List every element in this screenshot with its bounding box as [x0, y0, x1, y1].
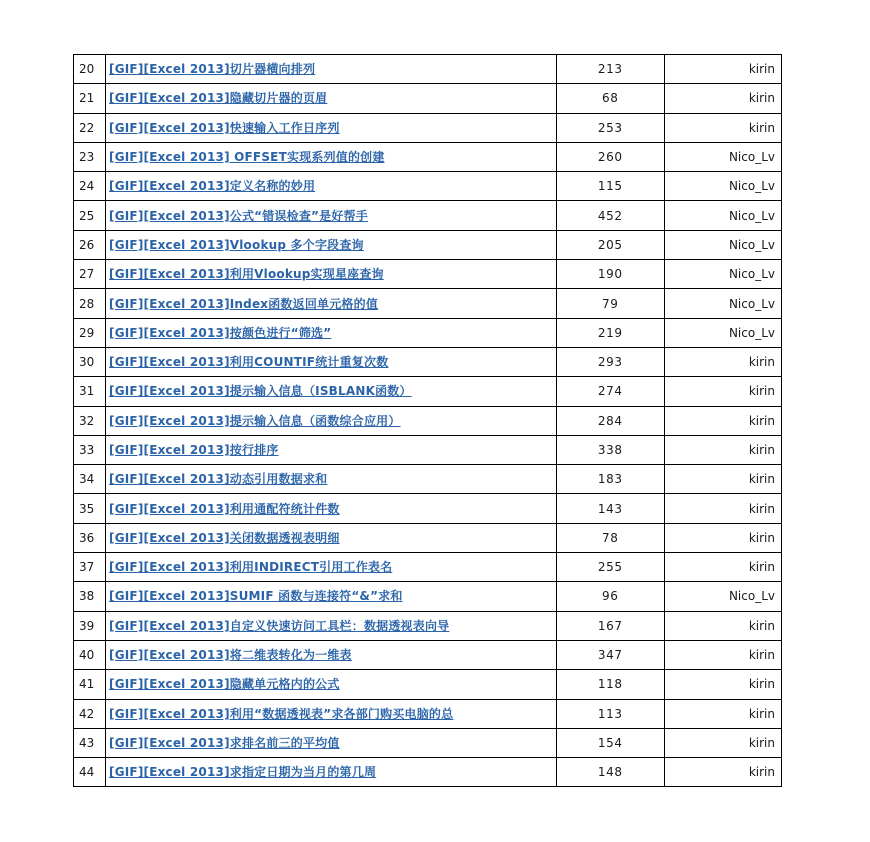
title-cell	[106, 582, 557, 611]
table-row	[74, 553, 782, 582]
view-count: 213	[556, 55, 664, 84]
row-number: 22	[74, 113, 106, 142]
title-cell	[106, 465, 557, 494]
author-name: kirin	[664, 435, 781, 464]
row-number: 23	[74, 142, 106, 171]
row-number: 42	[74, 699, 106, 728]
author-name: kirin	[664, 55, 781, 84]
author-name: kirin	[664, 523, 781, 552]
view-count: 219	[556, 318, 664, 347]
row-number: 34	[74, 465, 106, 494]
row-number: 38	[74, 582, 106, 611]
row-number: 32	[74, 406, 106, 435]
author-name: kirin	[664, 84, 781, 113]
author-name: Nico_Lv	[664, 172, 781, 201]
title-cell	[106, 699, 557, 728]
table-row	[74, 289, 782, 318]
article-title-link[interactable]: [GIF][Excel 2013]利用COUNTIF统计重复次数	[109, 355, 389, 370]
row-number: 40	[74, 640, 106, 669]
view-count: 167	[556, 611, 664, 640]
view-count: 154	[556, 728, 664, 757]
view-count: 205	[556, 230, 664, 259]
title-cell	[106, 318, 557, 347]
article-title-link[interactable]: [GIF][Excel 2013]求排名前三的平均值	[109, 735, 340, 750]
title-cell	[106, 377, 557, 406]
view-count: 338	[556, 435, 664, 464]
article-title-link[interactable]: [GIF][Excel 2013]动态引用数据求和	[109, 472, 328, 487]
title-cell	[106, 640, 557, 669]
row-number: 26	[74, 230, 106, 259]
table-row	[74, 260, 782, 289]
row-number: 31	[74, 377, 106, 406]
table-row	[74, 640, 782, 669]
row-number: 44	[74, 758, 106, 787]
author-name: kirin	[664, 347, 781, 376]
article-title-link[interactable]: [GIF][Excel 2013]提示输入信息（ISBLANK函数）	[109, 384, 412, 399]
table-row	[74, 435, 782, 464]
row-number: 43	[74, 728, 106, 757]
table-row	[74, 611, 782, 640]
article-title-link[interactable]: [GIF][Excel 2013]求指定日期为当月的第几周	[109, 765, 377, 780]
author-name: Nico_Lv	[664, 230, 781, 259]
table-row	[74, 201, 782, 230]
row-number: 25	[74, 201, 106, 230]
table-row	[74, 406, 782, 435]
article-title-link[interactable]: [GIF][Excel 2013]按行排序	[109, 443, 279, 457]
article-title-link[interactable]: [GIF][Excel 2013]提示输入信息（函数综合应用）	[109, 413, 401, 428]
article-title-link[interactable]: [GIF][Excel 2013]利用“数据透视表”求各部门购买电脑的总	[109, 706, 454, 721]
row-number: 28	[74, 289, 106, 318]
author-name: kirin	[664, 758, 781, 787]
title-cell	[106, 55, 557, 84]
view-count: 253	[556, 113, 664, 142]
article-title-link[interactable]: [GIF][Excel 2013] OFFSET实现系列值的创建	[109, 150, 385, 165]
article-title-link[interactable]: [GIF][Excel 2013]利用通配符统计件数	[109, 501, 340, 516]
author-name: kirin	[664, 465, 781, 494]
article-title-link[interactable]: [GIF][Excel 2013]按颜色进行“筛选”	[109, 325, 332, 340]
article-table	[73, 54, 782, 787]
view-count: 190	[556, 260, 664, 289]
table-body	[74, 55, 782, 787]
row-number: 27	[74, 260, 106, 289]
author-name: kirin	[664, 699, 781, 728]
title-cell	[106, 172, 557, 201]
title-cell	[106, 230, 557, 259]
author-name: kirin	[664, 553, 781, 582]
view-count: 113	[556, 699, 664, 728]
title-cell	[106, 201, 557, 230]
article-title-link[interactable]: [GIF][Excel 2013]定义名称的妙用	[109, 179, 316, 194]
view-count: 347	[556, 640, 664, 669]
article-title-link[interactable]: [GIF][Excel 2013]隐藏切片器的页眉	[109, 91, 328, 106]
article-title-link[interactable]: [GIF][Excel 2013]隐藏单元格内的公式	[109, 677, 340, 692]
view-count: 143	[556, 494, 664, 523]
author-name: kirin	[664, 494, 781, 523]
table-row	[74, 377, 782, 406]
author-name: kirin	[664, 640, 781, 669]
view-count: 260	[556, 142, 664, 171]
title-cell	[106, 728, 557, 757]
article-title-link[interactable]: [GIF][Excel 2013]关闭数据透视表明细	[109, 530, 340, 545]
table-row	[74, 728, 782, 757]
table-row	[74, 465, 782, 494]
view-count: 255	[556, 553, 664, 582]
view-count: 274	[556, 377, 664, 406]
title-cell	[106, 553, 557, 582]
article-title-link[interactable]: [GIF][Excel 2013]Vlookup 多个字段查询	[109, 237, 364, 252]
article-title-link[interactable]: [GIF][Excel 2013]利用INDIRECT引用工作表名	[109, 560, 393, 575]
row-number: 41	[74, 670, 106, 699]
author-name: Nico_Lv	[664, 142, 781, 171]
row-number: 37	[74, 553, 106, 582]
title-cell	[106, 113, 557, 142]
author-name: kirin	[664, 406, 781, 435]
author-name: Nico_Lv	[664, 260, 781, 289]
view-count: 115	[556, 172, 664, 201]
title-cell	[106, 142, 557, 171]
article-title-link[interactable]: [GIF][Excel 2013]自定义快速访问工具栏：数据透视表向导	[109, 618, 450, 633]
row-number: 24	[74, 172, 106, 201]
table-row	[74, 55, 782, 84]
author-name: Nico_Lv	[664, 582, 781, 611]
title-cell	[106, 260, 557, 289]
table-row	[74, 670, 782, 699]
article-title-link[interactable]: [GIF][Excel 2013]快速输入工作日序列	[109, 120, 340, 135]
table-row	[74, 494, 782, 523]
row-number: 36	[74, 523, 106, 552]
title-cell	[106, 84, 557, 113]
view-count: 293	[556, 347, 664, 376]
title-cell	[106, 289, 557, 318]
table-row	[74, 318, 782, 347]
view-count: 118	[556, 670, 664, 699]
article-title-link[interactable]: [GIF][Excel 2013]SUMIF 函数与连接符“&”求和	[109, 589, 403, 604]
table-row	[74, 758, 782, 787]
author-name: Nico_Lv	[664, 201, 781, 230]
view-count: 284	[556, 406, 664, 435]
table-row	[74, 84, 782, 113]
table-row	[74, 172, 782, 201]
view-count: 68	[556, 84, 664, 113]
title-cell	[106, 347, 557, 376]
article-title-link[interactable]: [GIF][Excel 2013]切片器横向排列	[109, 62, 316, 77]
author-name: kirin	[664, 611, 781, 640]
row-number: 30	[74, 347, 106, 376]
title-cell	[106, 435, 557, 464]
row-number: 39	[74, 611, 106, 640]
author-name: Nico_Lv	[664, 289, 781, 318]
row-number: 33	[74, 435, 106, 464]
author-name: kirin	[664, 377, 781, 406]
article-title-link[interactable]: [GIF][Excel 2013]Index函数返回单元格的值	[109, 296, 379, 311]
view-count: 96	[556, 582, 664, 611]
title-cell	[106, 494, 557, 523]
author-name: kirin	[664, 670, 781, 699]
view-count: 183	[556, 465, 664, 494]
row-number: 35	[74, 494, 106, 523]
title-cell	[106, 523, 557, 552]
table-row	[74, 142, 782, 171]
view-count: 148	[556, 758, 664, 787]
view-count: 452	[556, 201, 664, 230]
table-row	[74, 347, 782, 376]
view-count: 78	[556, 523, 664, 552]
row-number: 21	[74, 84, 106, 113]
article-title-link[interactable]: [GIF][Excel 2013]利用Vlookup实现星座查询	[109, 267, 384, 282]
title-cell	[106, 406, 557, 435]
table-row	[74, 523, 782, 552]
table-row	[74, 699, 782, 728]
author-name: Nico_Lv	[664, 318, 781, 347]
table-row	[74, 113, 782, 142]
title-cell	[106, 670, 557, 699]
view-count: 79	[556, 289, 664, 318]
table-row	[74, 582, 782, 611]
table-row	[74, 230, 782, 259]
author-name: kirin	[664, 728, 781, 757]
title-cell	[106, 758, 557, 787]
author-name: kirin	[664, 113, 781, 142]
row-number: 20	[74, 55, 106, 84]
row-number: 29	[74, 318, 106, 347]
title-cell	[106, 611, 557, 640]
article-title-link[interactable]: [GIF][Excel 2013]公式“错误检查”是好帮手	[109, 208, 368, 223]
article-title-link[interactable]: [GIF][Excel 2013]将二维表转化为一维表	[109, 648, 352, 663]
